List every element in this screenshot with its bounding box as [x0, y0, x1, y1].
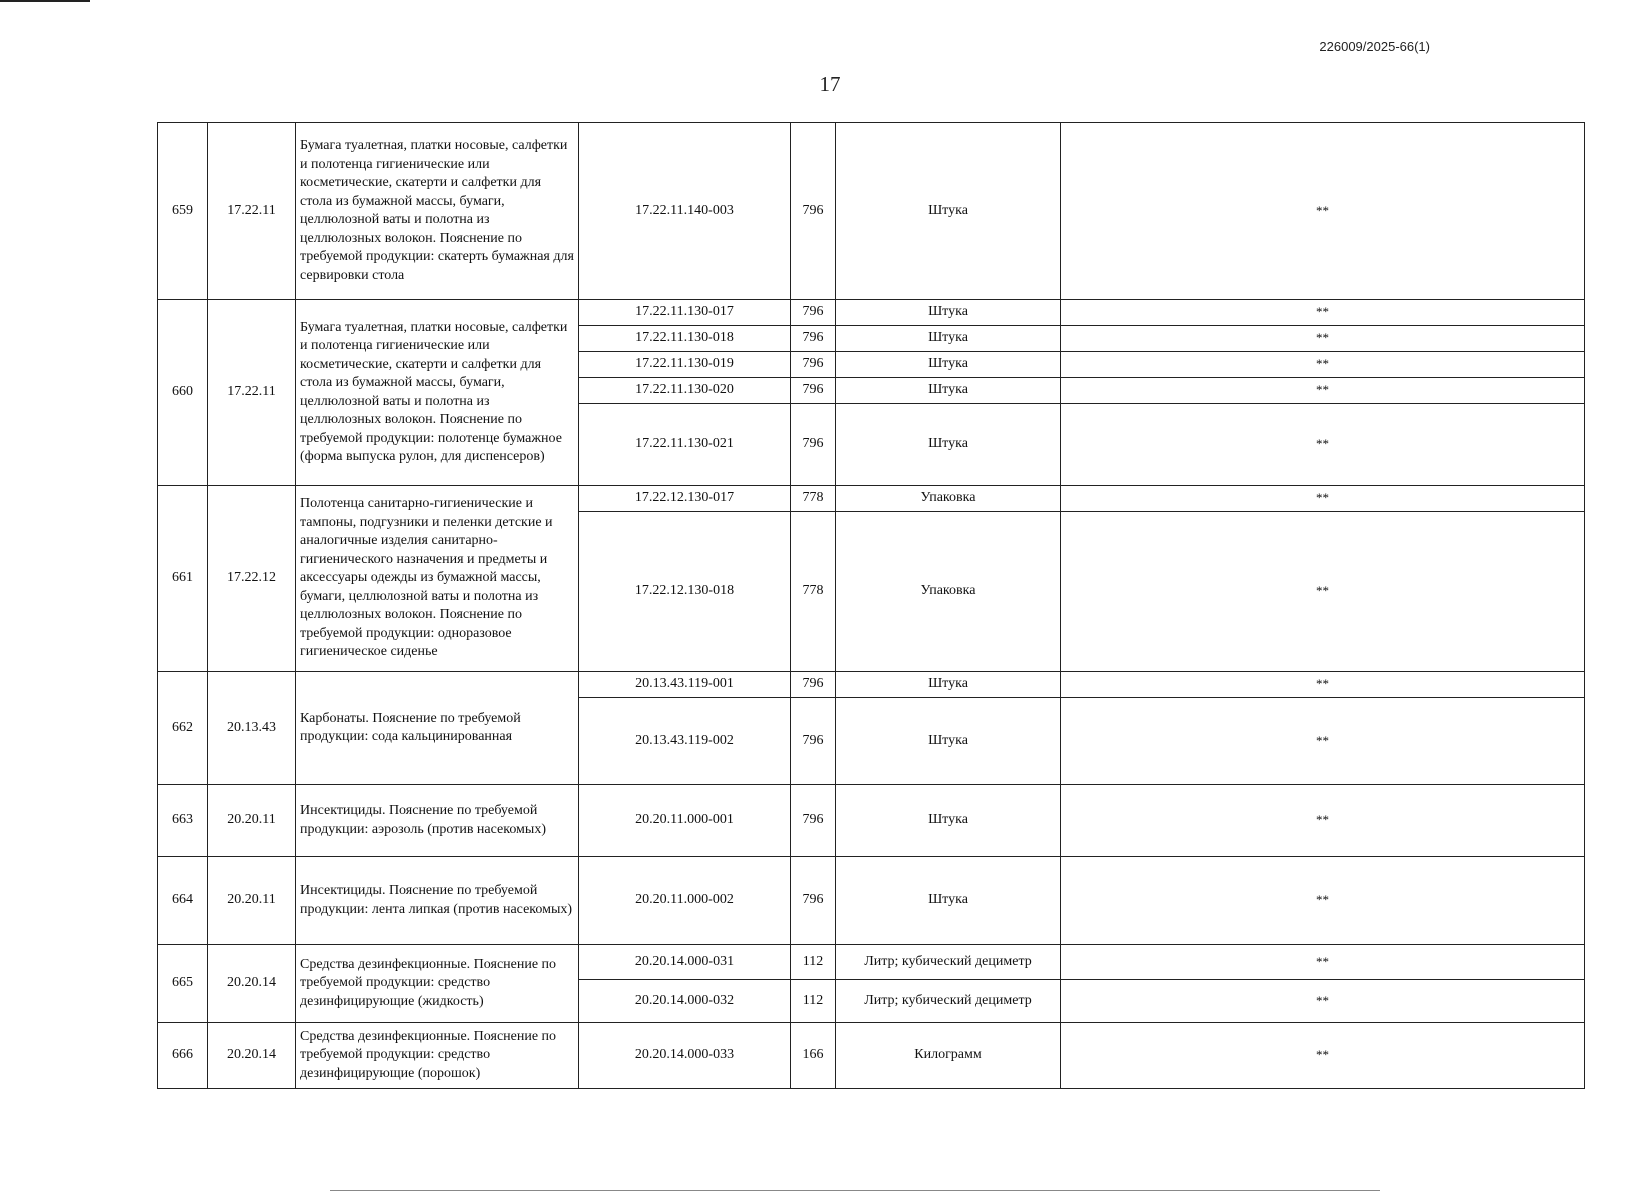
unit-name: Штука [836, 123, 1061, 300]
unit-name: Штука [836, 785, 1061, 857]
scan-edge-line [330, 1190, 1380, 1191]
okei-code: 778 [791, 486, 836, 512]
table-row [158, 945, 1585, 980]
note-cell: ** [1061, 672, 1585, 698]
table-row [158, 123, 1585, 300]
ktru-code: 20.20.14.000-031 [579, 945, 791, 980]
ktru-code: 20.20.14.000-032 [579, 980, 791, 1023]
ktru-code: 17.22.11.130-021 [579, 404, 791, 486]
document-number: 226009/2025-66(1) [1319, 39, 1430, 54]
table-row [158, 486, 1585, 512]
unit-name: Штука [836, 672, 1061, 698]
okei-code: 796 [791, 378, 836, 404]
okei-code: 112 [791, 945, 836, 980]
table-row [158, 672, 1585, 698]
okei-code: 796 [791, 352, 836, 378]
ktru-code: 17.22.11.140-003 [579, 123, 791, 300]
ktru-code: 20.20.11.000-001 [579, 785, 791, 857]
ktru-code: 17.22.11.130-017 [579, 300, 791, 326]
unit-name: Штука [836, 378, 1061, 404]
okpd-code: 17.22.11 [208, 300, 296, 486]
row-number: 666 [158, 1023, 208, 1089]
unit-name: Штука [836, 857, 1061, 945]
table-row [158, 857, 1585, 945]
ktru-code: 20.13.43.119-001 [579, 672, 791, 698]
okpd-code: 20.20.14 [208, 945, 296, 1023]
row-number: 665 [158, 945, 208, 1023]
okpd-code: 20.20.11 [208, 785, 296, 857]
note-cell: ** [1061, 1023, 1585, 1089]
ktru-code: 20.20.14.000-033 [579, 1023, 791, 1089]
products-table [157, 122, 1585, 1089]
ktru-code: 17.22.11.130-019 [579, 352, 791, 378]
scan-edge-line [0, 0, 90, 2]
okei-code: 796 [791, 123, 836, 300]
row-number: 664 [158, 857, 208, 945]
table-row [158, 785, 1585, 857]
note-cell: ** [1061, 486, 1585, 512]
row-number: 660 [158, 300, 208, 486]
row-number: 661 [158, 486, 208, 672]
unit-name: Штука [836, 326, 1061, 352]
unit-name: Штука [836, 352, 1061, 378]
ktru-code: 17.22.12.130-017 [579, 486, 791, 512]
ktru-code: 20.20.11.000-002 [579, 857, 791, 945]
note-cell: ** [1061, 326, 1585, 352]
okei-code: 796 [791, 300, 836, 326]
product-name: Средства дезинфекционные. Пояснение по требуемой продукции: средство дезинфицирующие (жидкость) [296, 945, 579, 1023]
product-name: Инсектициды. Пояснение по требуемой продукции: лента липкая (против насекомых) [296, 857, 579, 945]
unit-name: Литр; кубический дециметр [836, 945, 1061, 980]
product-name: Инсектициды. Пояснение по требуемой продукции: аэрозоль (против насекомых) [296, 785, 579, 857]
note-cell: ** [1061, 857, 1585, 945]
okei-code: 796 [791, 326, 836, 352]
unit-name: Штука [836, 300, 1061, 326]
note-cell: ** [1061, 352, 1585, 378]
product-name: Средства дезинфекционные. Пояснение по требуемой продукции: средство дезинфицирующие (порошок) [296, 1023, 579, 1089]
product-name: Полотенца санитарно-гигиенические и тампоны, подгузники и пеленки детские и аналогичные изделия санитарно-гигиенического назначения и предметы и аксессуары одежды из бумажной массы, бумаги, целлюлозной ваты и полотна из целлюлозных волокон. Пояснение по требуемой продукции: одноразовое гигиеническое сиденье [296, 486, 579, 672]
note-cell: ** [1061, 123, 1585, 300]
unit-name: Упаковка [836, 512, 1061, 672]
row-number: 659 [158, 123, 208, 300]
table-row [158, 300, 1585, 326]
product-name: Бумага туалетная, платки носовые, салфетки и полотенца гигиенические или косметические, скатерти и салфетки для стола из бумажной массы, бумаги, целлюлозной ваты и полотна из целлюлозных волокон. Пояснение по требуемой продукции: полотенце бумажное (форма выпуска рулон, для диспенсеров) [296, 300, 579, 486]
note-cell: ** [1061, 378, 1585, 404]
okei-code: 778 [791, 512, 836, 672]
note-cell: ** [1061, 404, 1585, 486]
unit-name: Штука [836, 698, 1061, 785]
okpd-code: 20.20.11 [208, 857, 296, 945]
note-cell: ** [1061, 980, 1585, 1023]
okei-code: 796 [791, 785, 836, 857]
unit-name: Литр; кубический дециметр [836, 980, 1061, 1023]
table-row [158, 1023, 1585, 1089]
unit-name: Килограмм [836, 1023, 1061, 1089]
note-cell: ** [1061, 698, 1585, 785]
row-number: 662 [158, 672, 208, 785]
okpd-code: 20.20.14 [208, 1023, 296, 1089]
page-number: 17 [819, 72, 841, 96]
okei-code: 166 [791, 1023, 836, 1089]
okei-code: 796 [791, 698, 836, 785]
okpd-code: 20.13.43 [208, 672, 296, 785]
note-cell: ** [1061, 785, 1585, 857]
note-cell: ** [1061, 300, 1585, 326]
okei-code: 796 [791, 672, 836, 698]
ktru-code: 17.22.12.130-018 [579, 512, 791, 672]
row-number: 663 [158, 785, 208, 857]
okpd-code: 17.22.12 [208, 486, 296, 672]
unit-name: Упаковка [836, 486, 1061, 512]
okei-code: 112 [791, 980, 836, 1023]
product-name: Карбонаты. Пояснение по требуемой продукции: сода кальцинированная [296, 672, 579, 785]
okei-code: 796 [791, 404, 836, 486]
unit-name: Штука [836, 404, 1061, 486]
note-cell: ** [1061, 512, 1585, 672]
okpd-code: 17.22.11 [208, 123, 296, 300]
ktru-code: 20.13.43.119-002 [579, 698, 791, 785]
okei-code: 796 [791, 857, 836, 945]
ktru-code: 17.22.11.130-018 [579, 326, 791, 352]
note-cell: ** [1061, 945, 1585, 980]
ktru-code: 17.22.11.130-020 [579, 378, 791, 404]
product-name: Бумага туалетная, платки носовые, салфетки и полотенца гигиенические или косметические, скатерти и салфетки для стола из бумажной массы, бумаги, целлюлозной ваты и полотна из целлюлозных волокон. Пояснение по требуемой продукции: скатерть бумажная для сервировки стола [296, 123, 579, 300]
